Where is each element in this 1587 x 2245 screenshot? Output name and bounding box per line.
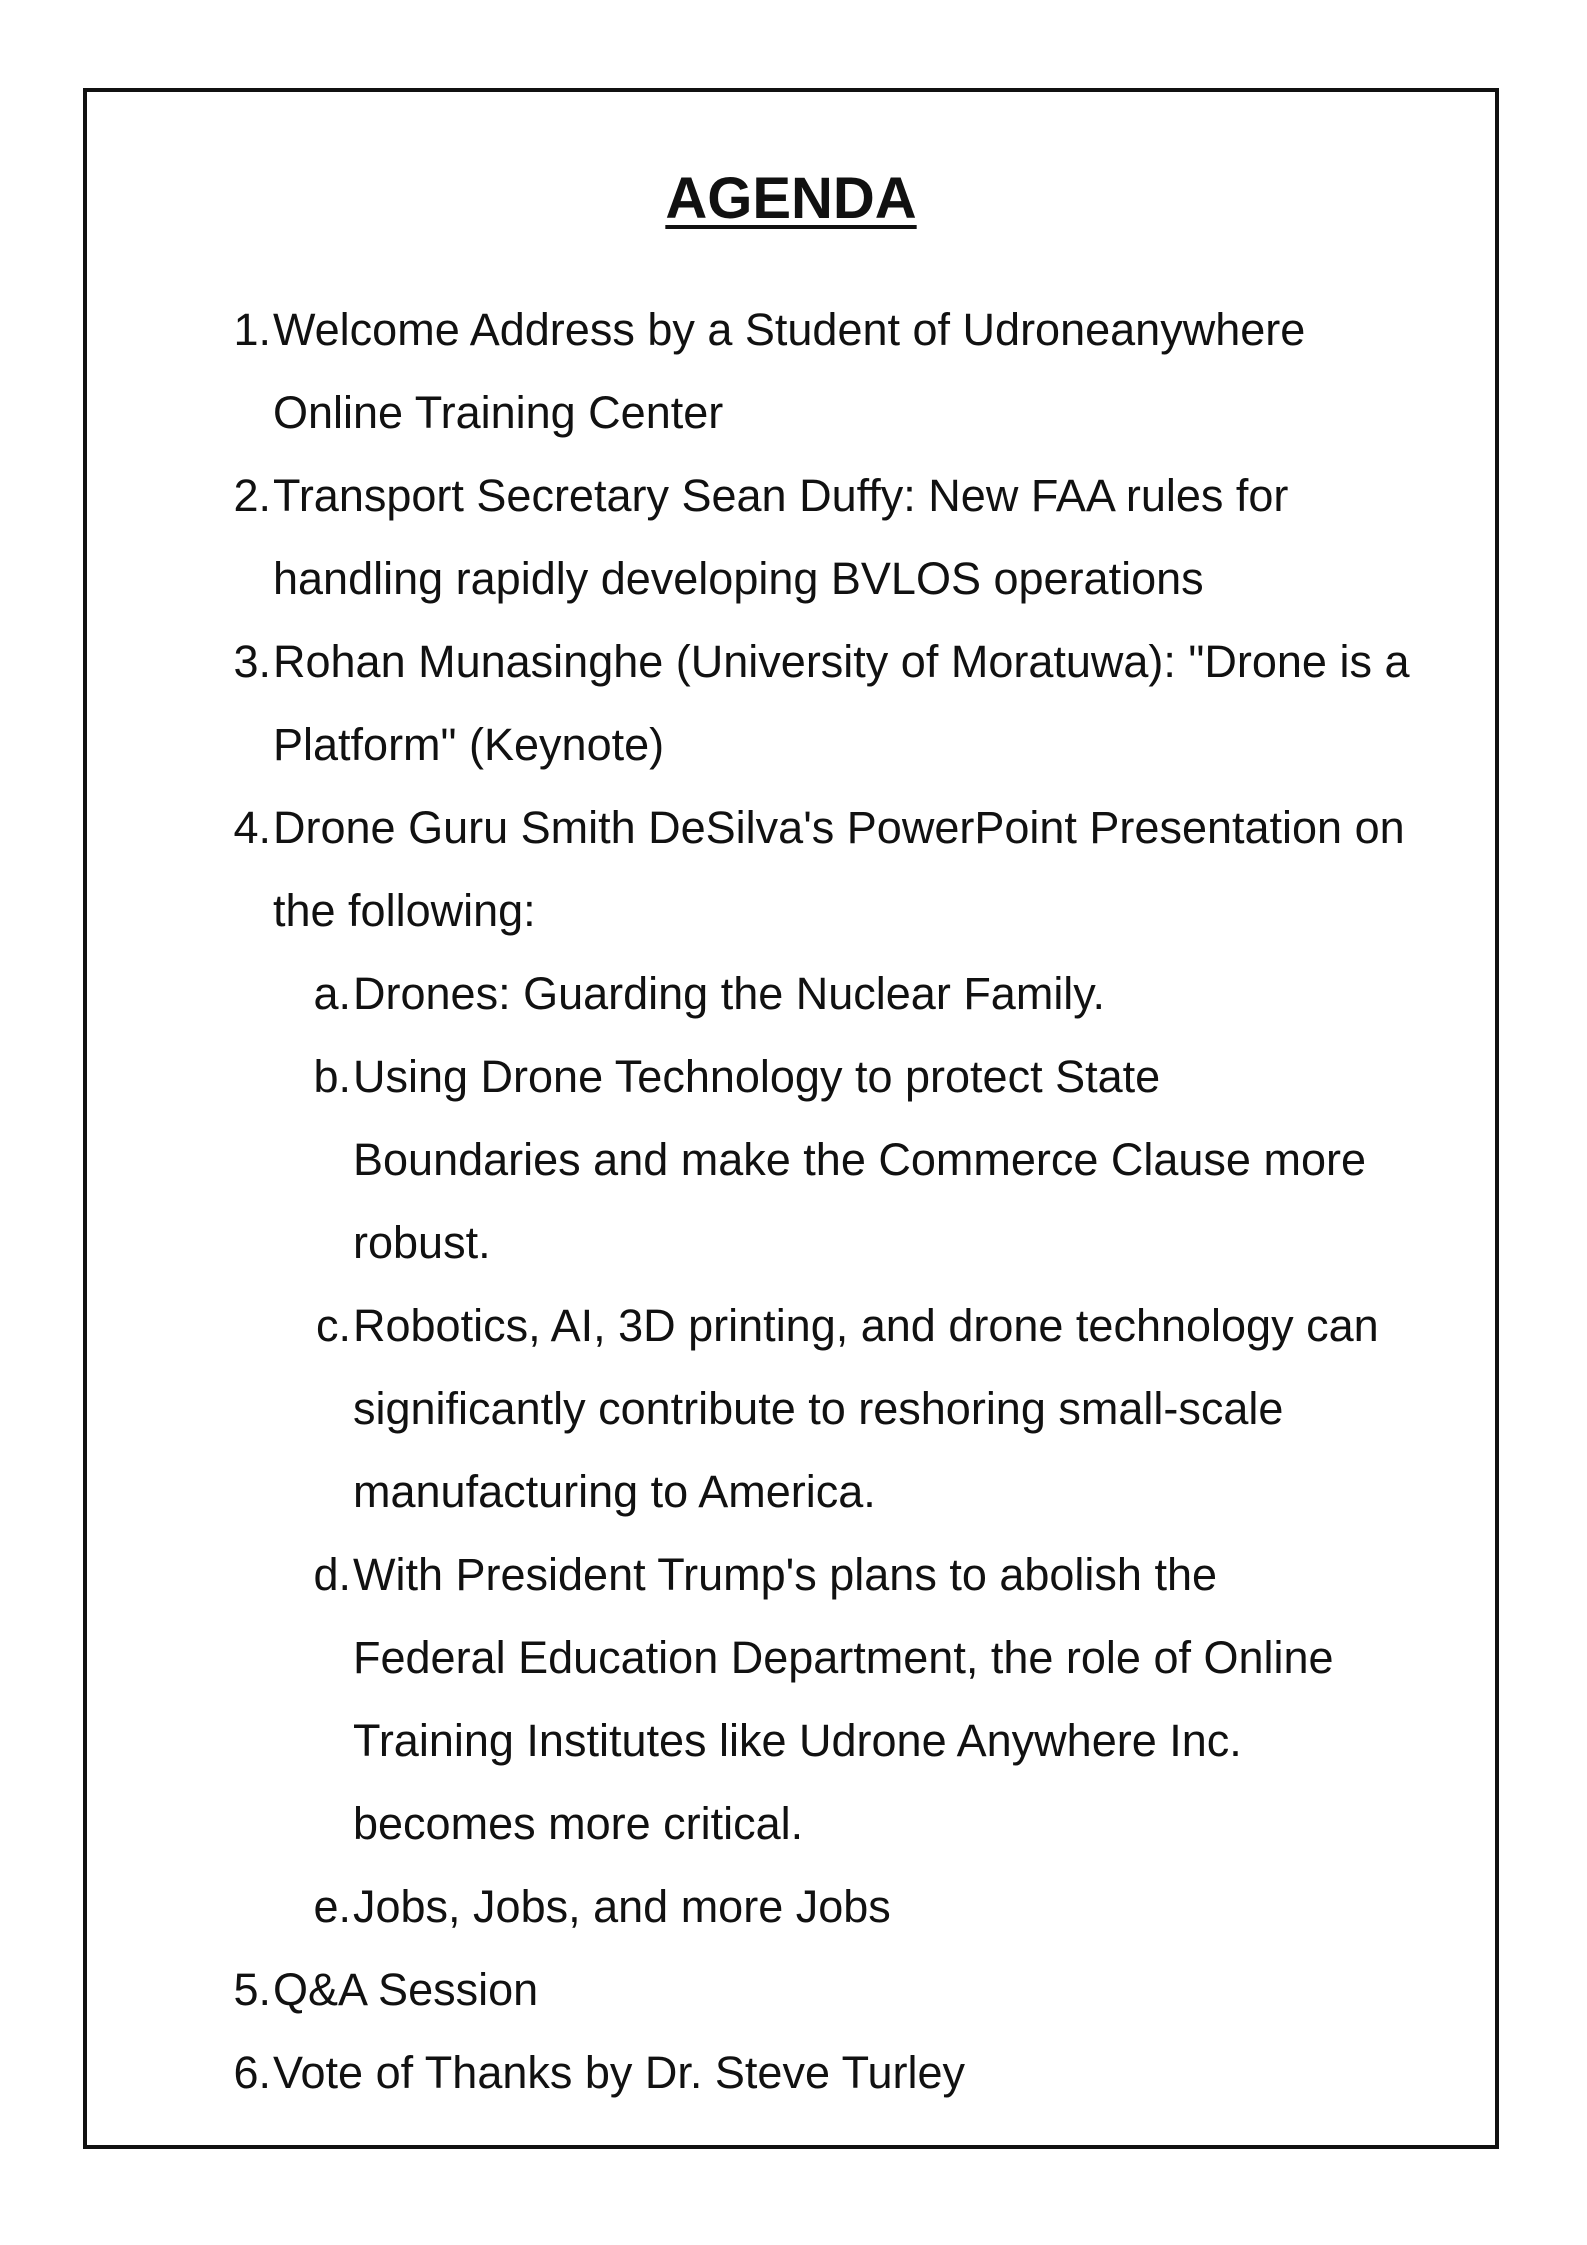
subitem-text: Using Drone Technology to protect State Boundaries and make the Commerce Clause more robust. [353,1051,1366,1268]
subitem-text: Drones: Guarding the Nuclear Family. [353,968,1105,1019]
subitem-text: Jobs, Jobs, and more Jobs [353,1881,891,1932]
agenda-subitem-d [272,1533,1422,1865]
agenda-item-5 [192,1948,1422,2031]
subitem-text: Robotics, AI, 3D printing, and drone technology can significantly contribute to reshoring small-scale manufacturing to America. [353,1300,1379,1517]
subitem-letter: d. [313,1549,351,1600]
agenda-item-4 [192,786,1422,1948]
subitem-letter: e. [313,1881,351,1932]
subitem-letter: c. [315,1300,351,1351]
item-text: Transport Secretary Sean Duffy: New FAA rules for handling rapidly developing BVLOS operations [273,470,1289,604]
item-text: Drone Guru Smith DeSilva's PowerPoint Presentation on the following: [273,802,1405,936]
agenda-subitem-b [272,1035,1422,1284]
agenda-sublist [272,952,1422,1948]
agenda-item-3 [192,620,1422,786]
agenda-subitem-e [272,1865,1422,1948]
item-text: Welcome Address by a Student of Udroneanywhere Online Training Center [273,304,1306,438]
item-number: 4. [233,802,271,853]
item-text: Rohan Munasinghe (University of Moratuwa): "Drone is a Platform" (Keynote) [273,636,1410,770]
agenda-item-2 [192,454,1422,620]
agenda-list [192,288,1422,2114]
agenda-subitem-a [272,952,1422,1035]
page-title: AGENDA [665,166,917,231]
item-number: 2. [233,470,271,521]
subitem-text: With President Trump's plans to abolish the Federal Education Department, the role of Online Training Institutes like Udrone Anywhere Inc. becomes more critical. [353,1549,1334,1849]
subitem-letter: a. [313,968,351,1019]
subitem-letter: b. [313,1051,351,1102]
agenda-item-1 [192,288,1422,454]
agenda-frame [83,88,1499,2149]
item-number: 5. [233,1964,271,2015]
item-text: Q&A Session [273,1964,539,2015]
item-number: 6. [233,2047,271,2098]
agenda-subitem-c [272,1284,1422,1533]
item-number: 1. [233,304,271,355]
item-number: 3. [233,636,271,687]
agenda-item-6 [192,2031,1422,2114]
item-text: Vote of Thanks by Dr. Steve Turley [273,2047,966,2098]
